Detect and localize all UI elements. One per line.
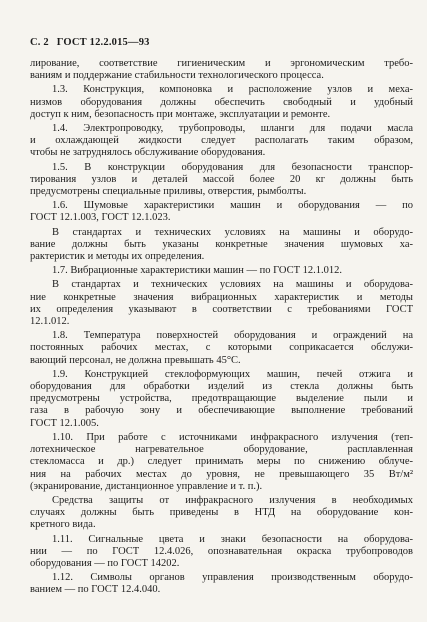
paragraph — [30, 369, 413, 430]
text-line: оборудования для обработки изделий из стекла должны быть — [30, 381, 413, 393]
paragraph — [30, 200, 413, 224]
paragraph — [30, 162, 413, 199]
text-line: 1.11. Сигнальные цвета и знаки безопасности на оборудова- — [52, 533, 413, 545]
paragraph — [30, 572, 413, 596]
text-line: ГОСТ 12.1.005. — [30, 417, 99, 429]
text-line: случаях должны быть приведены в НТД на оборудование кон- — [30, 507, 413, 519]
page-header — [30, 37, 150, 48]
text-line: 1.12. Символы органов управления производственным оборудо- — [52, 572, 413, 584]
text-line: предусмотрены специальные приливы, отверстия, рымболты. — [30, 186, 307, 198]
paragraph — [30, 123, 413, 160]
text-line: постоянных рабочих местах, с которыми соприкасается обслужи- — [30, 342, 413, 354]
document-body — [30, 58, 413, 599]
text-line: нии — по ГОСТ 12.4.026, опознавательная окраска трубопроводов — [30, 545, 413, 557]
text-line: ванием — по ГОСТ 12.4.040. — [30, 584, 161, 596]
paragraph — [30, 227, 413, 264]
text-line: вающий персонал, не должна превышать 45°С. — [30, 354, 241, 366]
text-line: газа в рабочую зону и обеспечивающие выполнение требований — [30, 405, 413, 417]
text-line: 1.7. Вибрационные характеристики машин — по ГОСТ 12.1.012. — [52, 265, 343, 277]
text-line: ГОСТ 12.1.003, ГОСТ 12.1.023. — [30, 212, 171, 224]
text-line: оборудования — по ГОСТ 14202. — [30, 557, 180, 569]
text-line: (экранирование, дистанционное управление и т. п.). — [30, 480, 263, 492]
text-line: доступ к ним, безопасность при монтаже, эксплуатации и ремонте. — [30, 108, 331, 120]
text-line: ваниям и поддержание стабильности технологического процесса. — [30, 70, 324, 82]
text-line: чтобы не затруднялось обслуживание оборудования. — [30, 147, 266, 159]
text-line: 1.4. Электропроводку, трубопроводы, шланги для подачи масла — [52, 123, 413, 135]
paragraph — [30, 495, 413, 532]
text-line: тирования узлов и деталей массой более 20 кг должны быть — [30, 173, 413, 185]
text-line: кретного вида. — [30, 519, 96, 531]
paragraph — [30, 84, 413, 121]
paragraph — [30, 534, 413, 571]
text-line: 1.3. Конструкция, компоновка и расположение узлов и меха- — [52, 84, 413, 96]
text-line: стекломасса и др.) следует принимать меры по снижению облуче- — [30, 456, 413, 468]
text-line: 1.9. Конструкцией стеклоформующих машин, печей отжига и — [52, 368, 413, 380]
paragraph — [30, 279, 413, 328]
text-line: вание должны быть указаны конкретные значения шумовых ха- — [30, 238, 413, 250]
paragraph — [30, 265, 413, 277]
text-line: 1.10. При работе с источниками инфракрасного излучения (теп- — [52, 431, 413, 443]
text-line: В стандартах и технических условиях на машины и оборудова- — [52, 279, 413, 291]
text-line: 1.8. Температура поверхностей оборудования и ограждений на — [52, 330, 413, 342]
text-line: предусмотрены устройства, предотвращающие выделение пыли и — [30, 393, 413, 405]
text-line: рактеристик и методы их определения. — [30, 251, 205, 263]
text-line: 12.1.012. — [30, 316, 70, 328]
text-line: В стандартах и технических условиях на машины и оборудо- — [52, 226, 413, 238]
standard-code: ГОСТ 12.2.015—93 — [56, 37, 150, 48]
paragraph — [30, 330, 413, 367]
text-line: их определения указывают в соответствии с требованиями ГОСТ — [30, 303, 413, 315]
text-line: низмов оборудования должны обеспечить свободный и удобный — [30, 96, 413, 108]
paragraph — [30, 58, 413, 82]
text-line: и охлаждающей жидкости следует располагать таким образом, — [30, 135, 413, 147]
text-line: ния на рабочих местах до уровня, не превышающего 35 Вт/м² — [30, 468, 413, 480]
text-line: ние конкретные значения вибрационных характеристик и методы — [30, 291, 413, 303]
text-line: 1.5. В конструкции оборудования для безопасности транспор- — [52, 161, 413, 173]
text-line: лирование, соответствие гигиеническим и эргономическим требо- — [30, 58, 413, 69]
text-line: 1.6. Шумовые характеристики машин и оборудования — по — [52, 200, 413, 212]
text-line: лотехническое нагревательное оборудование, расплавленная — [30, 444, 413, 456]
page-number: С. 2 — [30, 37, 49, 48]
text-line: Средства защиты от инфракрасного излучения в необходимых — [52, 494, 413, 506]
paragraph — [30, 432, 413, 493]
